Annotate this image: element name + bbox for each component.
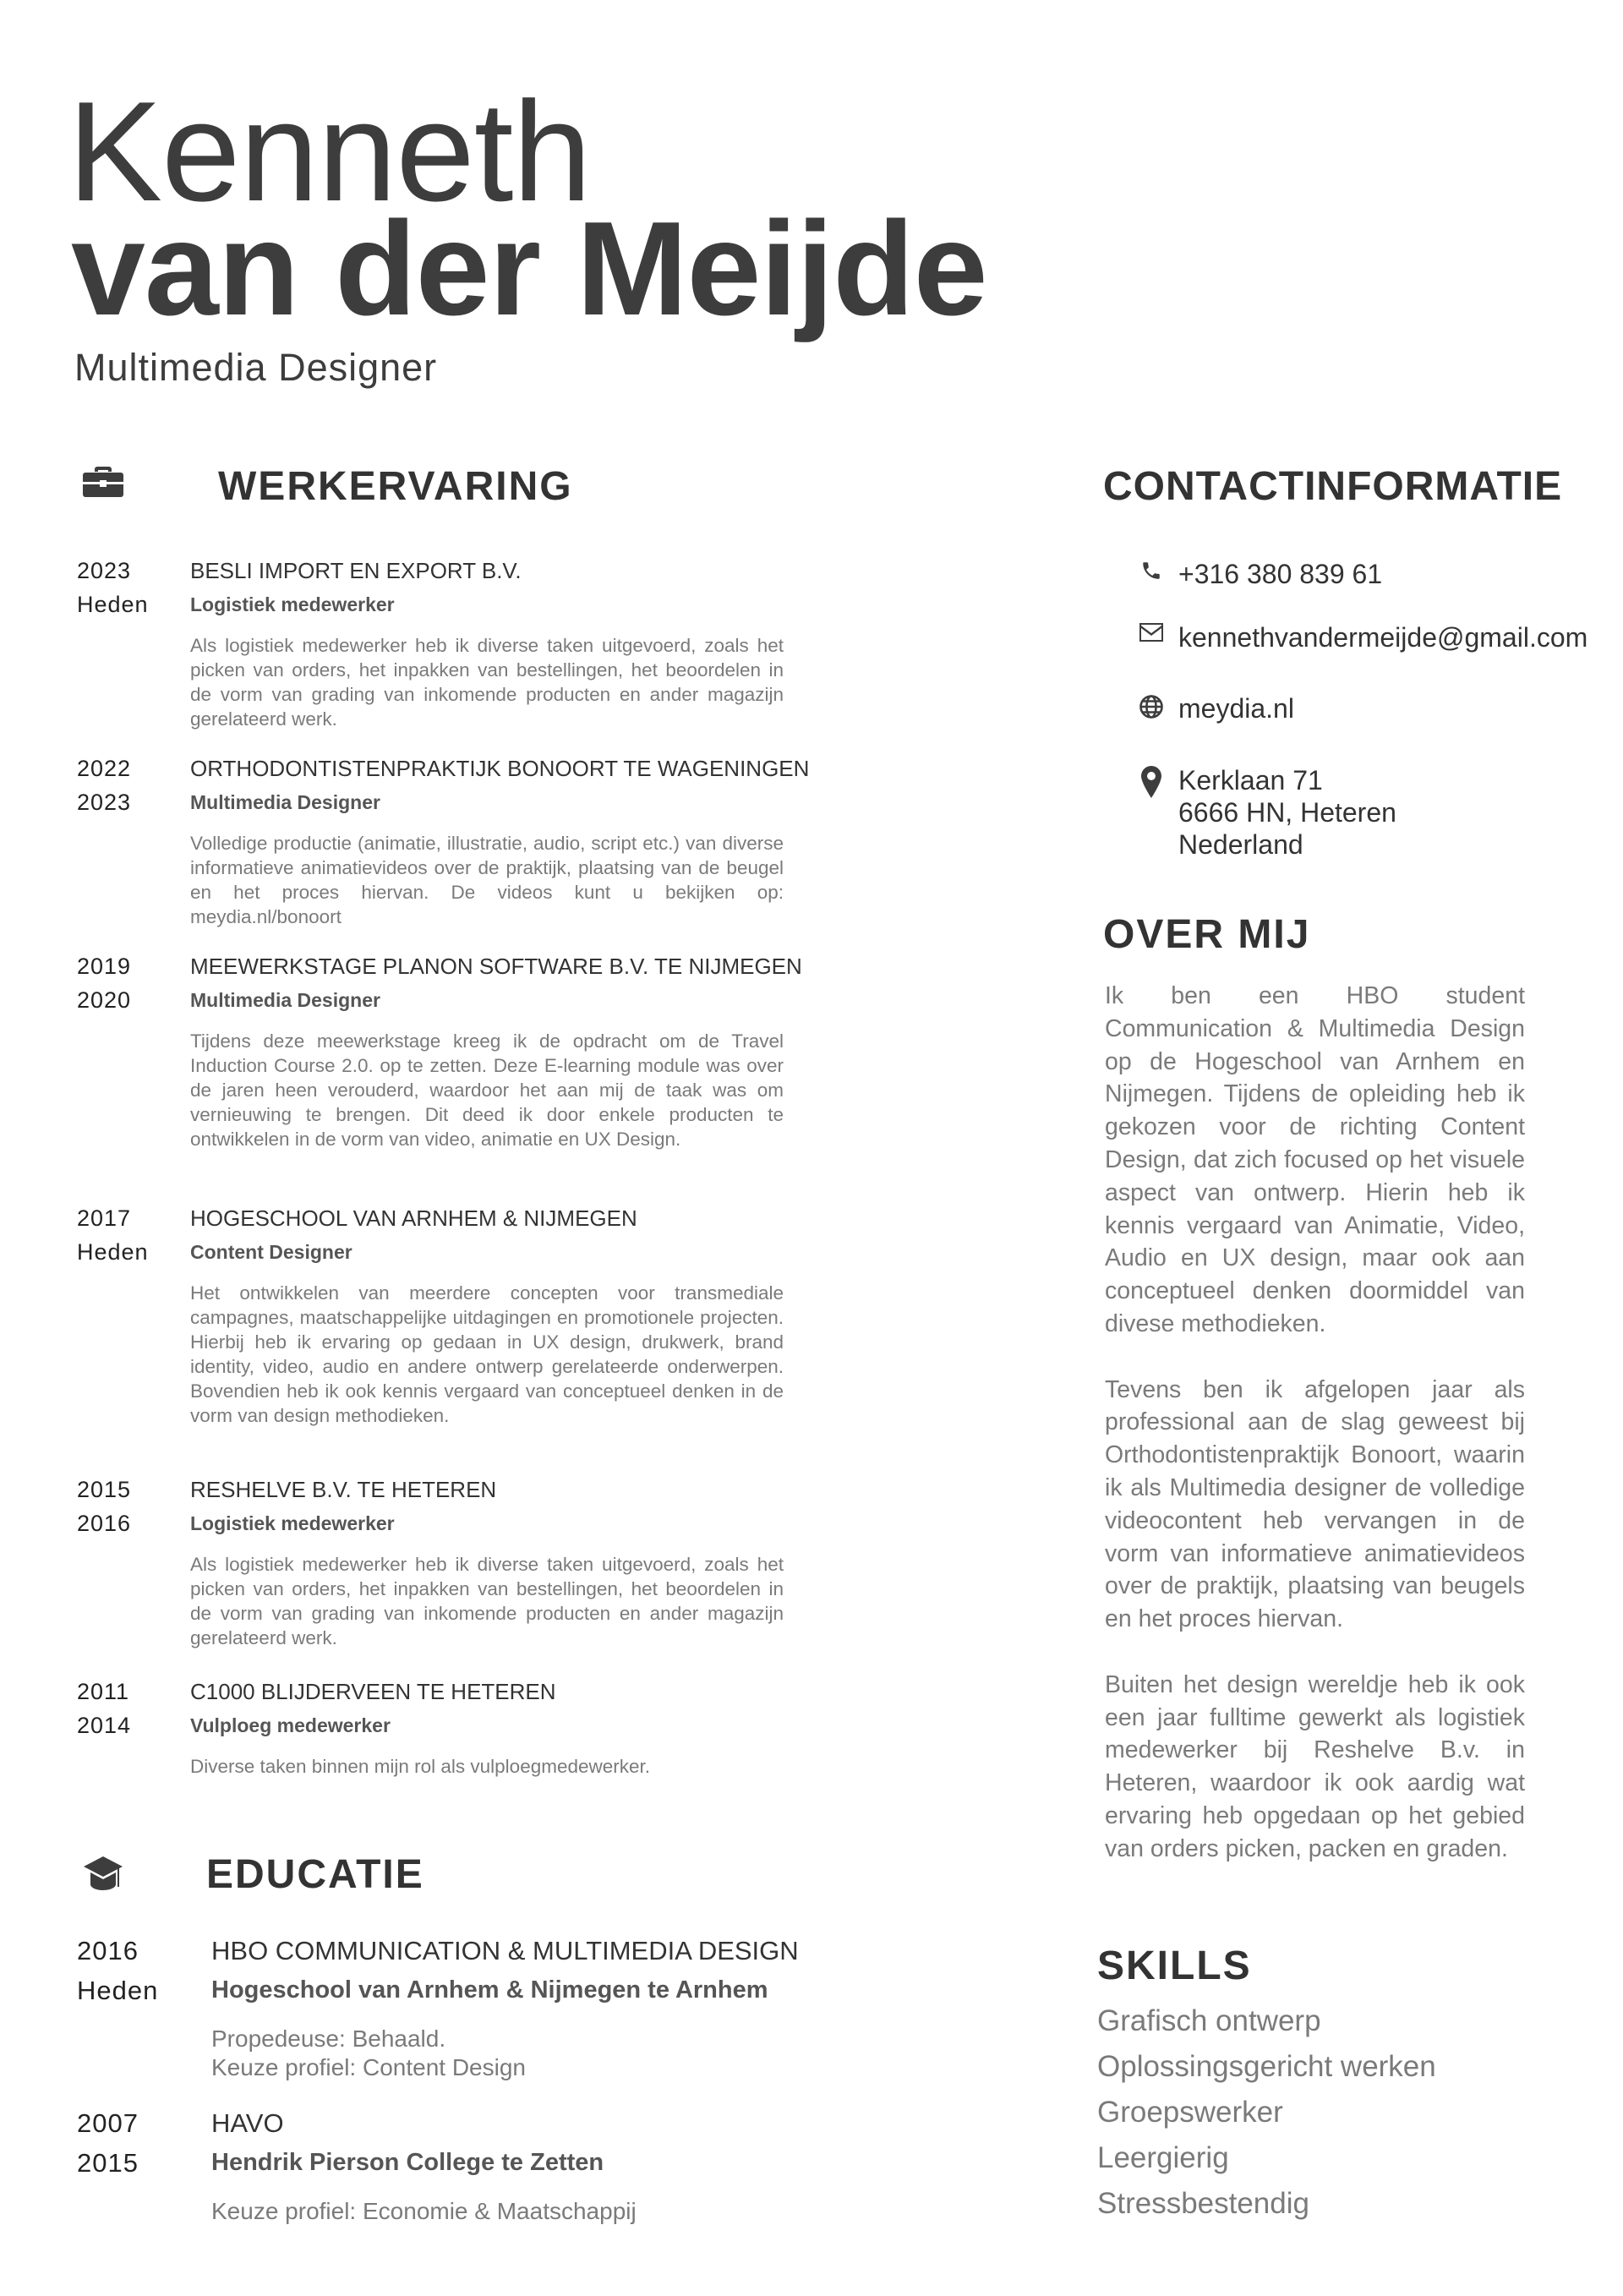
start-year: 2007 (77, 2108, 139, 2138)
work-entry (77, 949, 838, 1151)
work-entry (77, 1473, 838, 1650)
company-name: HOGESCHOOL VAN ARNHEM & NIJMEGEN (190, 1205, 637, 1231)
contact-phone (1124, 558, 1382, 590)
last-name: van der Meijde (71, 194, 987, 343)
skills-heading: SKILLS (1097, 1943, 1252, 1988)
role: Vulploeg medewerker (190, 1714, 391, 1736)
role: Content Designer (190, 1241, 352, 1263)
phone-number[interactable]: +316 380 839 61 (1178, 559, 1383, 589)
envelope-icon (1124, 621, 1178, 642)
work-heading: WERKERVARING (218, 464, 573, 509)
first-name: Kenneth (68, 72, 591, 231)
company-name: MEEWERKSTAGE PLANON SOFTWARE B.V. TE NIJMEGEN (190, 954, 802, 979)
education-heading: EDUCATIE (206, 1852, 424, 1897)
skill-item: Groepswerker (1097, 2096, 1283, 2129)
role: Logistiek medewerker (190, 1512, 395, 1534)
school-name: Hogeschool van Arnhem & Nijmegen te Arnhem (211, 1976, 768, 2004)
skill-item: Stressbestendig (1097, 2187, 1309, 2220)
email-link[interactable]: kennethvandermeijde@gmail.com (1178, 622, 1588, 653)
degree-title: HBO COMMUNICATION & MULTIMEDIA DESIGN (211, 1936, 799, 1965)
start-year: 2011 (77, 1679, 130, 1704)
end-year: 2015 (77, 2148, 139, 2178)
about-paragraph: Ik ben een HBO student Communication & Multimedia Design op de Hogeschool van Arnhem en Nijmegen. Tijdens de opleiding heb ik gekozen voor de richting Content Design, dat zich focused op het visuele aspect van ontwerp. Hierin heb ik kennis vergaard van Animatie, Video, Audio en UX design, maar ook aan conceptueel denken doormiddel van divese methodieken. (1105, 982, 1525, 1337)
contact-address (1124, 764, 1396, 861)
work-entry (77, 1201, 838, 1428)
work-entry (77, 1675, 838, 1779)
job-description: Tijdens deze meewerkstage kreeg ik de opdracht om de Travel Induction Course 2.0. op te zetten. Deze E-learning module was over de jaren heen verouderd, waardoor het aan mij de taak was om vernieuwing te brengen. Dit deed ik door enkele producten te ontwikkelen in de vorm van video, animatie en UX Design. (190, 1030, 784, 1150)
start-year: 2017 (77, 1205, 132, 1231)
education-detail: Keuze profiel: Economie & Maatschappij (211, 2198, 637, 2224)
job-description: Als logistiek medewerker heb ik diverse taken uitgevoerd, zoals het picken van orders, het inpakken van bestellingen, het beoordelen in de vorm van grading van inkomende producten en ander magazijn gerelateerd werk. (190, 635, 784, 730)
address-line: Nederland (1178, 829, 1303, 860)
job-description: Het ontwikkelen van meerdere concepten voor transmediale campagnes, maatschappelijke uitdagingen en promotionele projecten. Hierbij heb ik ervaring op gedaan in UX design, drukwerk, brand identity, video, audio en andere ontwerp gerelateerde onderwerpen. Bovendien heb ik ook kennis vergaard van conceptueel denken in de vorm van design methodieken. (190, 1282, 784, 1426)
end-year: Heden (77, 592, 149, 617)
job-description: Diverse taken binnen mijn rol als vulploegmedewerker. (190, 1756, 651, 1777)
job-title: Multimedia Designer (74, 346, 438, 389)
start-year: 2015 (77, 1477, 132, 1502)
skill-item: Leergierig (1097, 2141, 1229, 2174)
contact-website (1124, 692, 1294, 724)
skills-list (1097, 1998, 1436, 2227)
degree-title: HAVO (211, 2108, 284, 2138)
start-year: 2016 (77, 1936, 139, 1965)
role: Multimedia Designer (190, 791, 380, 813)
address-line: 6666 HN, Heteren (1178, 797, 1396, 828)
education-entry (77, 2103, 922, 2226)
job-description: Volledige productie (animatie, illustratie, audio, script etc.) van diverse informatieve animatievideos over de praktijk, plaatsing van de beugel en het proces hiervan. De videos kunt u bekijken op: meydia.nl/bonoort (190, 833, 784, 927)
phone-icon (1124, 558, 1178, 582)
end-year: Heden (77, 1239, 149, 1265)
company-name: ORTHODONTISTENPRAKTIJK BONOORT TE WAGENINGEN (190, 756, 810, 781)
about-heading: OVER MIJ (1103, 912, 1311, 957)
work-entry (77, 554, 838, 731)
role: Logistiek medewerker (190, 593, 395, 615)
education-details (211, 2197, 888, 2226)
end-year: 2016 (77, 1511, 132, 1536)
company-name: C1000 BLIJDERVEEN TE HETEREN (190, 1679, 556, 1704)
start-year: 2019 (77, 954, 132, 979)
role: Multimedia Designer (190, 989, 380, 1011)
education-details (211, 2025, 888, 2082)
end-year: 2014 (77, 1713, 132, 1738)
map-pin-icon (1124, 764, 1178, 798)
skill-item: Oplossingsgericht werken (1097, 2050, 1436, 2083)
about-paragraph: Buiten het design wereldje heb ik ook een jaar fulltime gewerkt als logistiek medewerker bij Reshelve B.v. in Heteren, waardoor ik ook aardig wat ervaring heb opgedaan op het gebied van orders picken, packen en graden. (1105, 1670, 1525, 1862)
end-year: 2023 (77, 790, 132, 815)
contact-email (1124, 621, 1587, 653)
company-name: RESHELVE B.V. TE HETEREN (190, 1477, 497, 1502)
about-text (1105, 980, 1525, 1898)
start-year: 2022 (77, 756, 132, 781)
company-name: BESLI IMPORT EN EXPORT B.V. (190, 558, 522, 583)
end-year: Heden (77, 1976, 159, 2005)
school-name: Hendrik Pierson College te Zetten (211, 2149, 604, 2176)
globe-icon (1124, 692, 1178, 719)
education-detail: Propedeuse: Behaald. (211, 2025, 446, 2052)
skill-item: Grafisch ontwerp (1097, 2004, 1321, 2037)
work-entry (77, 752, 838, 929)
contact-heading: CONTACTINFORMATIE (1103, 464, 1563, 509)
about-paragraph: Tevens ben ik afgelopen jaar als professional aan de slag geweest bij Orthodontistenpraktijk Bonoort, waarin ik als Multimedia designer de volledige videocontent heb vervangen in de vorm van informatieve animatievideos over de praktijk, plaatsing van beugels en het proces hiervan. (1105, 1375, 1525, 1633)
education-entry (77, 1931, 922, 2082)
address-line: Kerklaan 71 (1178, 765, 1323, 795)
graduation-cap-icon (84, 1856, 123, 1890)
address (1178, 764, 1396, 861)
briefcase-icon (83, 463, 123, 497)
job-description: Als logistiek medewerker heb ik diverse taken uitgevoerd, zoals het picken van orders, het inpakken van bestellingen, het beoordelen in de vorm van grading van inkomende producten en ander magazijn gerelateerd werk. (190, 1554, 784, 1648)
start-year: 2023 (77, 558, 132, 583)
end-year: 2020 (77, 987, 132, 1013)
education-detail: Keuze profiel: Content Design (211, 2054, 526, 2080)
website-link[interactable]: meydia.nl (1178, 693, 1294, 724)
